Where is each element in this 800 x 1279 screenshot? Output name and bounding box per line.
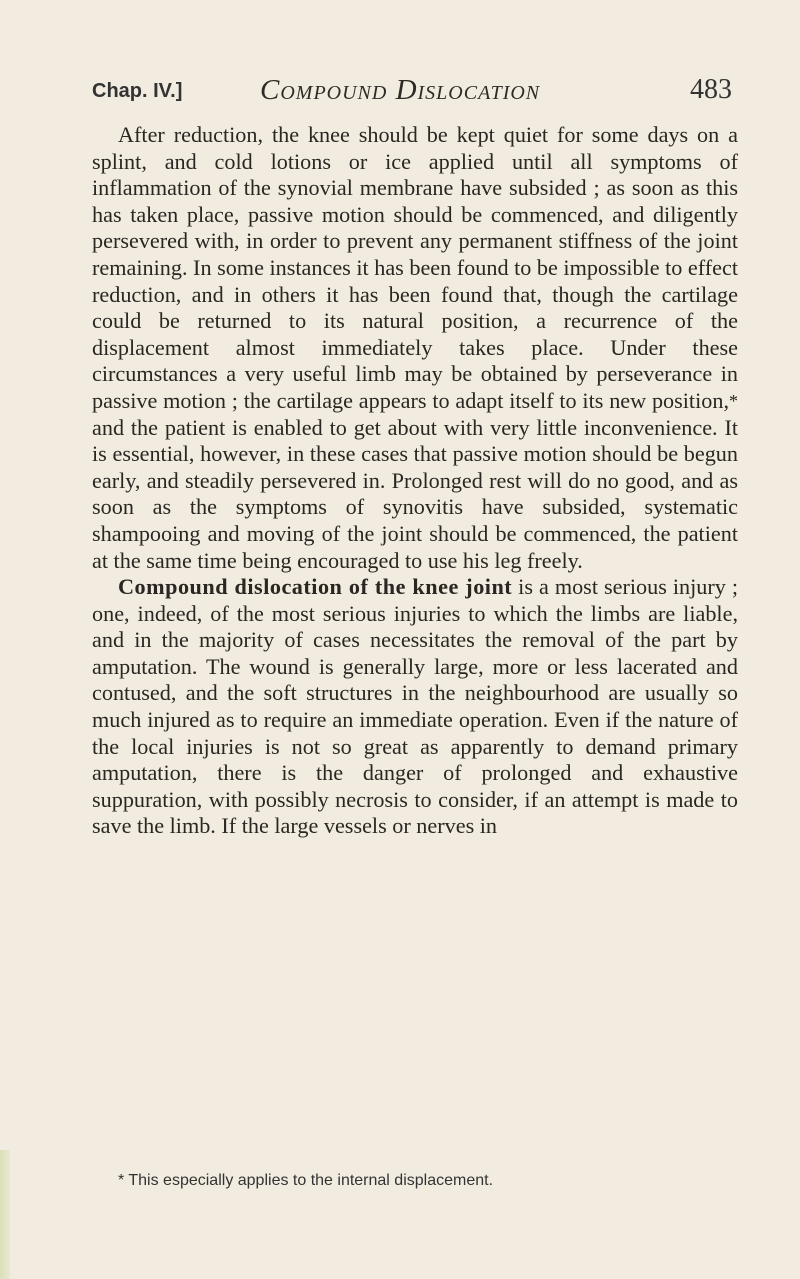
- paragraph-reduction-text: After reduction, the knee should be kept quiet for some days on a splint, and cold lotions or ice applied until all symptoms of inflammation of the synovial membrane have subsided ; as soon as this has taken place, passive motion should be commenced, and diligently persevered with, in order to prevent any permanent stiffness of the joint remaining. In some instances it has been found to be impossible to effect reduction, and in others it has been found that, though the cartilage could be returned to its natural position, a recurrence of the displacement almost immediately takes place. Under these circumstances a very useful limb may be obtained by perseverance in passive motion ; the cartilage appears to adapt itself to its new position,: [92, 122, 738, 413]
- paragraph-reduction-continuation: and the patient is enabled to get about with very little inconvenience. It is essential, however, in these cases that passive motion should be begun early, and steadily persevered in. Prolonged rest will do no good, and as soon as the symptoms of synovitis have subsided, systematic shampooing and moving of the joint should be commenced, the patient at the same time being encouraged to use his leg freely.: [92, 414, 738, 573]
- body-text: [92, 122, 738, 840]
- paragraph-compound-dislocation: [92, 574, 738, 840]
- paragraph-reduction: [92, 122, 738, 574]
- footnote: * This especially applies to the internal displacement.: [118, 1172, 494, 1189]
- chapter-label: Chap. IV.]: [92, 80, 183, 102]
- running-title: Compound Dislocation: [260, 74, 541, 106]
- footnote-marker: *: [729, 390, 738, 411]
- paragraph-compound-dislocation-text: is a most serious injury ; one, indeed, of the most serious injuries to which the limbs are liable, and in the majority of cases necessitates the removal of the part by amputation. The wound is generally large, more or less lacerated and contused, and the soft structures in the neighbourhood are usually so much injured as to require an immediate operation. Even if the nature of the local injuries is not so great as apparently to demand primary amputation, there is the danger of prolonged and exhaustive suppuration, with possibly necrosis to consider, if an attempt is made to save the limb. If the large vessels or nerves in: [92, 574, 738, 839]
- section-heading: Compound dislocation of the knee joint: [118, 574, 513, 600]
- page-number: 483: [690, 74, 732, 105]
- page-edge-discoloration: [0, 1150, 10, 1279]
- running-head: [92, 72, 732, 112]
